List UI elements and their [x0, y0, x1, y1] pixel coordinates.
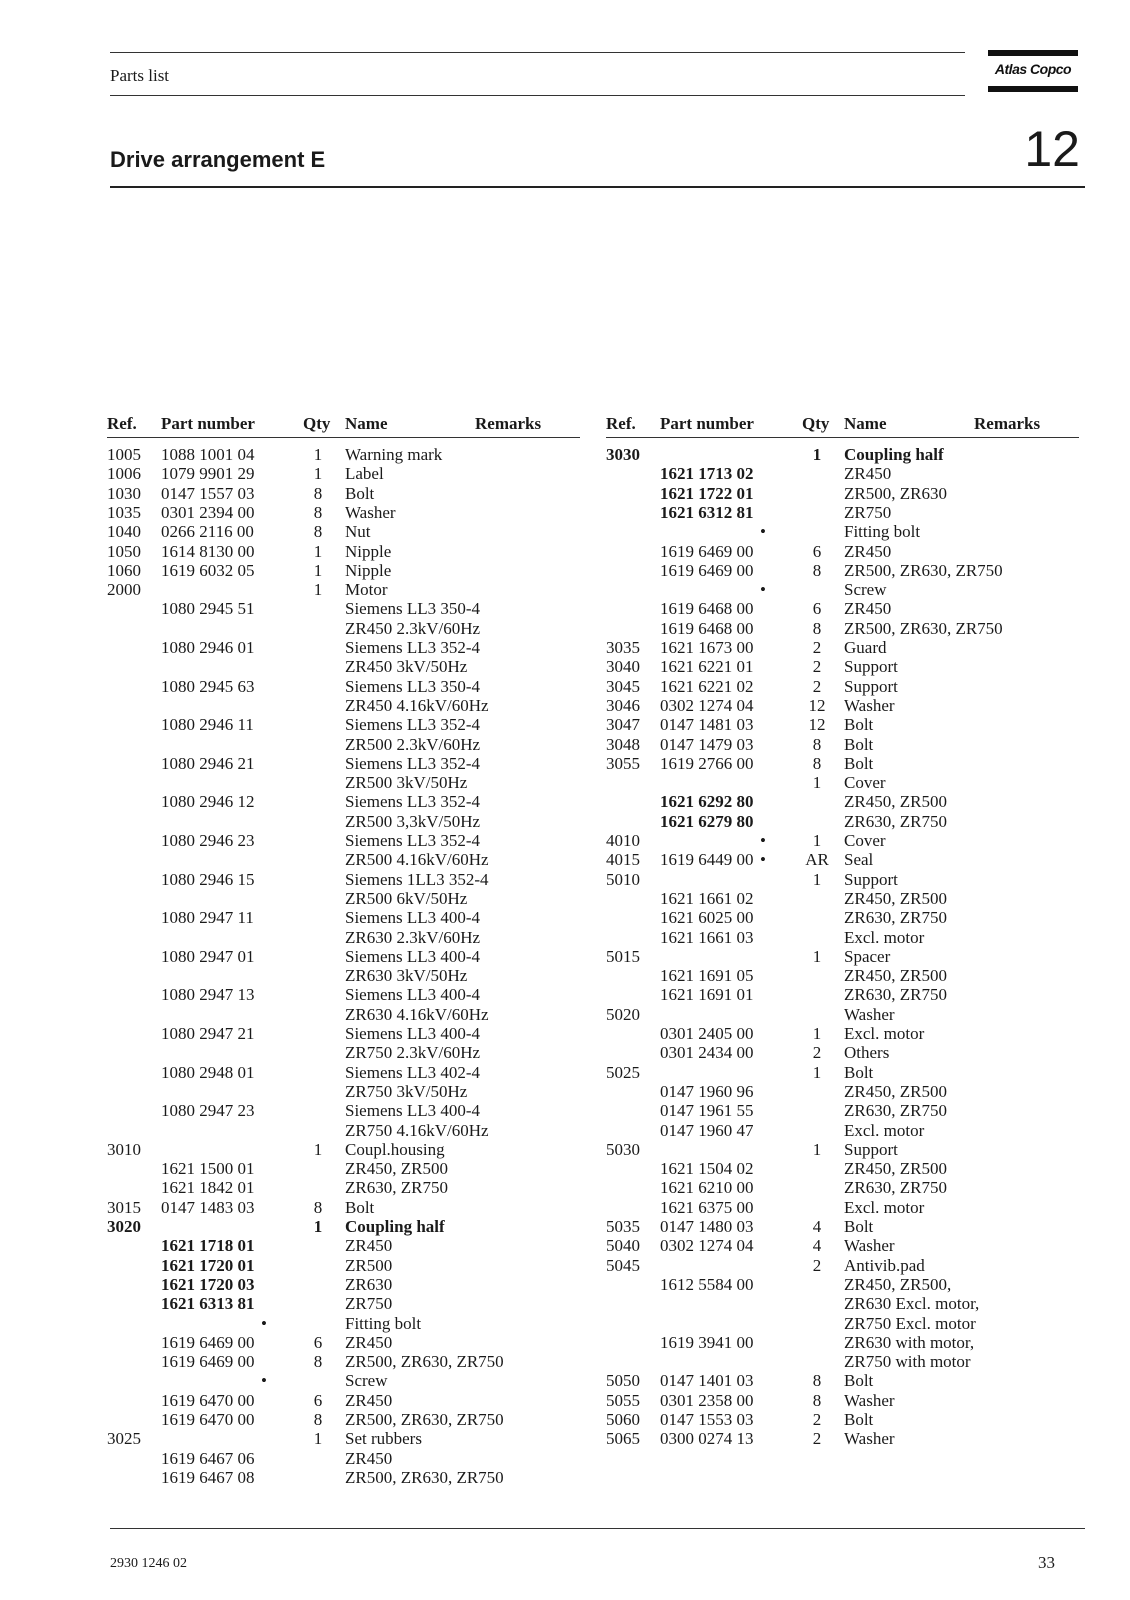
name-cell: ZR630, ZR750 — [844, 1101, 947, 1121]
part-number-cell: 1088 1001 04 — [161, 445, 255, 464]
part-number-cell: 0147 1961 55 — [660, 1101, 754, 1121]
qty-cell: 1 — [812, 831, 822, 850]
part-number-cell: 1621 1842 01 — [161, 1178, 255, 1198]
name-cell: Siemens LL3 400-4 — [345, 1101, 481, 1121]
name-cell: Bolt — [844, 1410, 874, 1429]
qty-cell: 1 — [812, 773, 822, 793]
name-cell: Excl. motor — [844, 1197, 925, 1217]
part-number-cell: 1619 6469 00 — [161, 1332, 255, 1352]
part-number-cell: 0266 2116 00 — [161, 522, 254, 542]
qty-cell: 1 — [812, 1062, 822, 1082]
name-cell: Bolt — [844, 1217, 874, 1236]
part-number-cell: 1621 1720 03 — [161, 1274, 255, 1294]
part-number-cell: 1080 2947 01 — [161, 946, 255, 966]
name-cell: ZR630, ZR750 — [844, 811, 947, 831]
name-cell: ZR450 — [844, 599, 892, 619]
part-number-cell: 0301 2394 00 — [161, 502, 255, 522]
qty-cell: 4 — [812, 1217, 822, 1236]
document-number: 2930 1246 02 — [110, 1556, 187, 1571]
bullet-marker: • — [760, 580, 766, 600]
footer-rule — [110, 1528, 1085, 1529]
part-number-cell: 0147 1960 96 — [660, 1081, 754, 1101]
name-cell: Siemens 1LL3 352-4 — [345, 869, 489, 889]
ref-cell: 3020 — [107, 1217, 141, 1236]
part-number-cell: 1621 6279 80 — [660, 811, 754, 831]
name-cell: ZR500, ZR630 — [844, 483, 947, 503]
part-number-cell: 1621 1661 02 — [660, 888, 754, 908]
name-cell: ZR500 3kV/50Hz — [345, 773, 468, 793]
qty-cell: 1 — [812, 445, 822, 464]
name-cell: ZR630, ZR750 — [844, 908, 947, 928]
qty-cell: 2 — [812, 676, 822, 696]
bullet-marker: • — [760, 850, 766, 870]
ref-cell: 1030 — [107, 483, 141, 503]
qty-cell: 2 — [812, 638, 822, 657]
qty-cell: 1 — [812, 1139, 822, 1159]
part-number-cell: 1619 6470 00 — [161, 1390, 255, 1410]
header-label: Parts list — [110, 66, 170, 85]
qty-cell: 8 — [313, 522, 323, 542]
qty-cell: 1 — [313, 1139, 323, 1159]
part-number-cell: 1621 6210 00 — [660, 1178, 754, 1198]
qty-cell: 8 — [313, 502, 323, 522]
name-cell: ZR630, ZR750 — [844, 1178, 947, 1198]
ref-cell: 5045 — [606, 1255, 640, 1275]
name-cell: Screw — [844, 580, 887, 600]
name-cell: Bolt — [844, 715, 874, 735]
table-header-rule — [606, 437, 1079, 438]
part-number-cell: 1614 8130 00 — [161, 541, 255, 561]
name-cell: Coupl.housing — [345, 1139, 445, 1159]
name-cell: Siemens LL3 400-4 — [345, 908, 481, 928]
name-cell: ZR630 3kV/50Hz — [345, 966, 468, 986]
ref-cell: 5010 — [606, 869, 640, 889]
name-cell: Excl. motor — [844, 927, 925, 947]
col-header-qty: Qty — [303, 414, 331, 433]
qty-cell: 12 — [808, 715, 826, 735]
name-cell: Support — [844, 1139, 898, 1159]
name-cell: ZR630 2.3kV/60Hz — [345, 927, 481, 947]
name-cell: Warning mark — [345, 445, 443, 464]
qty-cell: 12 — [808, 695, 826, 715]
qty-cell: 6 — [812, 541, 822, 561]
qty-cell: 2 — [812, 1410, 822, 1429]
name-cell: ZR630 with motor, — [844, 1332, 975, 1352]
name-cell: ZR450 — [345, 1390, 393, 1410]
name-cell: ZR750 Excl. motor — [844, 1313, 976, 1333]
name-cell: ZR450, ZR500 — [844, 792, 947, 812]
part-number-cell: 1080 2947 21 — [161, 1024, 255, 1043]
part-number-cell: 0301 2405 00 — [660, 1024, 754, 1043]
name-cell: Bolt — [844, 1371, 874, 1391]
ref-cell: 5040 — [606, 1236, 640, 1256]
qty-cell: 6 — [812, 599, 822, 619]
bullet-marker: • — [261, 1313, 267, 1333]
part-number-cell: 1621 1720 01 — [161, 1255, 255, 1275]
qty-cell: 2 — [812, 1043, 822, 1063]
name-cell: Washer — [844, 695, 895, 715]
name-cell: ZR750 — [844, 502, 892, 522]
name-cell: Excl. motor — [844, 1120, 925, 1140]
name-cell: Spacer — [844, 946, 891, 966]
name-cell: ZR500, ZR630, ZR750 — [345, 1467, 504, 1487]
name-cell: Siemens LL3 352-4 — [345, 638, 481, 657]
col-header-part-number: Part number — [660, 414, 754, 433]
name-cell: Siemens LL3 400-4 — [345, 1024, 481, 1043]
qty-cell: 8 — [313, 1410, 323, 1429]
name-cell: ZR450 — [844, 541, 892, 561]
ref-cell: 1050 — [107, 541, 141, 561]
part-number-cell: 1080 2946 15 — [161, 869, 255, 889]
part-number-cell: 0147 1481 03 — [660, 715, 754, 735]
name-cell: ZR500, ZR630, ZR750 — [345, 1410, 504, 1429]
name-cell: ZR500, ZR630, ZR750 — [844, 618, 1003, 638]
name-cell: Bolt — [844, 1062, 874, 1082]
name-cell: ZR750 with motor — [844, 1352, 971, 1372]
qty-cell: 2 — [812, 657, 822, 677]
name-cell: Washer — [844, 1236, 895, 1256]
table-header-rule — [107, 437, 580, 438]
ref-cell: 3025 — [107, 1429, 141, 1449]
part-number-cell: 1619 6469 00 — [660, 541, 754, 561]
col-header-name: Name — [345, 414, 388, 433]
ref-cell: 3040 — [606, 657, 640, 677]
qty-cell: 8 — [812, 753, 822, 773]
page-number: 33 — [1038, 1553, 1055, 1572]
col-header-name: Name — [844, 414, 887, 433]
name-cell: Support — [844, 869, 898, 889]
col-header-qty: Qty — [802, 414, 830, 433]
name-cell: ZR450 — [345, 1332, 393, 1352]
ref-cell: 3045 — [606, 676, 640, 696]
name-cell: ZR450, ZR500 — [844, 1159, 947, 1179]
ref-cell: 2000 — [107, 580, 141, 600]
name-cell: Support — [844, 676, 898, 696]
ref-cell: 5065 — [606, 1429, 640, 1449]
header-top-rule — [110, 52, 965, 53]
qty-cell: 6 — [313, 1390, 323, 1410]
name-cell: ZR450, ZR500 — [844, 966, 947, 986]
name-cell: Siemens LL3 402-4 — [345, 1062, 481, 1082]
part-number-cell: 1080 2945 63 — [161, 676, 255, 696]
ref-cell: 1060 — [107, 560, 141, 580]
ref-cell: 5025 — [606, 1062, 640, 1082]
ref-cell: 3010 — [107, 1139, 141, 1159]
ref-cell: 5060 — [606, 1410, 640, 1429]
name-cell: ZR450 — [844, 464, 892, 484]
ref-cell: 4010 — [606, 831, 640, 850]
col-header-remarks: Remarks — [475, 414, 542, 433]
name-cell: ZR630, ZR750 — [844, 985, 947, 1005]
part-number-cell: 1619 6467 08 — [161, 1467, 255, 1487]
qty-cell: 2 — [812, 1255, 822, 1275]
qty-cell: 8 — [812, 560, 822, 580]
qty-cell: 1 — [313, 445, 323, 464]
name-cell: ZR450 3kV/50Hz — [345, 657, 468, 677]
part-number-cell: 0301 2358 00 — [660, 1390, 754, 1410]
name-cell: ZR450 — [345, 1236, 393, 1256]
ref-cell: 3035 — [606, 638, 640, 657]
part-number-cell: 1619 6468 00 — [660, 599, 754, 619]
part-number-cell: 1621 6221 01 — [660, 657, 754, 677]
name-cell: ZR450, ZR500 — [844, 1081, 947, 1101]
chapter-number: 12 — [1024, 121, 1080, 177]
part-number-cell: 1619 6470 00 — [161, 1410, 255, 1429]
qty-cell: 1 — [313, 1429, 323, 1449]
name-cell: ZR450 — [345, 1448, 393, 1468]
part-number-cell: 1080 2946 11 — [161, 715, 254, 735]
page-title: Drive arrangement E — [110, 147, 326, 172]
name-cell: Siemens LL3 400-4 — [345, 946, 481, 966]
part-number-cell: 1621 6221 02 — [660, 676, 754, 696]
part-number-cell: 1621 6313 81 — [161, 1294, 255, 1314]
part-number-cell: 1619 6449 00 — [660, 850, 754, 870]
part-number-cell: 1080 2945 51 — [161, 599, 255, 619]
part-number-cell: 1619 3941 00 — [660, 1332, 754, 1352]
part-number-cell: 1080 2946 23 — [161, 831, 255, 850]
part-number-cell: 1080 2947 23 — [161, 1101, 255, 1121]
name-cell: Coupling half — [844, 445, 944, 464]
bullet-marker: • — [760, 522, 766, 542]
name-cell: Cover — [844, 773, 886, 793]
ref-cell: 3030 — [606, 445, 640, 464]
name-cell: Siemens LL3 352-4 — [345, 753, 481, 773]
part-number-cell: 1621 1722 01 — [660, 483, 754, 503]
part-number-cell: 1621 1691 05 — [660, 966, 754, 986]
qty-cell: 1 — [313, 464, 323, 484]
title-rule — [110, 186, 1085, 188]
atlas-copco-logo — [988, 50, 1078, 94]
name-cell: Siemens LL3 352-4 — [345, 831, 481, 850]
bullet-marker: • — [261, 1371, 267, 1391]
name-cell: ZR450 4.16kV/60Hz — [345, 695, 489, 715]
part-number-cell: 1621 6025 00 — [660, 908, 754, 928]
part-number-cell: 1621 1673 00 — [660, 638, 754, 657]
name-cell: ZR500 6kV/50Hz — [345, 888, 468, 908]
part-number-cell: 1080 2948 01 — [161, 1062, 255, 1082]
name-cell: Fitting bolt — [844, 522, 921, 542]
qty-cell: 1 — [313, 541, 323, 561]
name-cell: Siemens LL3 352-4 — [345, 792, 481, 812]
ref-cell: 5020 — [606, 1004, 640, 1024]
col-header-remarks: Remarks — [974, 414, 1041, 433]
name-cell: ZR450, ZR500, — [844, 1274, 952, 1294]
name-cell: ZR630, ZR750 — [345, 1178, 448, 1198]
name-cell: Excl. motor — [844, 1024, 925, 1043]
ref-cell: 5050 — [606, 1371, 640, 1391]
qty-cell: 6 — [313, 1332, 323, 1352]
part-number-cell: 1621 1661 03 — [660, 927, 754, 947]
name-cell: Nipple — [345, 560, 392, 580]
part-number-cell: 1621 1691 01 — [660, 985, 754, 1005]
name-cell: ZR500 4.16kV/60Hz — [345, 850, 489, 870]
name-cell: Label — [345, 464, 384, 484]
name-cell: Washer — [844, 1004, 895, 1024]
part-number-cell: 1621 1500 01 — [161, 1159, 255, 1179]
ref-cell: 1006 — [107, 464, 141, 484]
part-number-cell: 0147 1483 03 — [161, 1197, 255, 1217]
bullet-marker: • — [760, 831, 766, 850]
name-cell: Seal — [844, 850, 874, 870]
part-number-cell: 1619 2766 00 — [660, 753, 754, 773]
qty-cell: 1 — [313, 580, 323, 600]
name-cell: ZR500, ZR630, ZR750 — [345, 1352, 504, 1372]
name-cell: ZR500 3,3kV/50Hz — [345, 811, 481, 831]
name-cell: ZR750 4.16kV/60Hz — [345, 1120, 489, 1140]
name-cell: Fitting bolt — [345, 1313, 422, 1333]
part-number-cell: 0147 1960 47 — [660, 1120, 754, 1140]
part-number-cell: 0147 1553 03 — [660, 1410, 754, 1429]
name-cell: Nut — [345, 522, 371, 542]
ref-cell: 5015 — [606, 946, 640, 966]
part-number-cell: 1080 2947 13 — [161, 985, 255, 1005]
name-cell: Guard — [844, 638, 887, 657]
part-number-cell: 1080 2946 21 — [161, 753, 255, 773]
qty-cell: 8 — [812, 1390, 822, 1410]
name-cell: Washer — [844, 1390, 895, 1410]
name-cell: ZR500 — [345, 1255, 393, 1275]
col-header-part-number: Part number — [161, 414, 255, 433]
part-number-cell: 0147 1557 03 — [161, 483, 255, 503]
name-cell: Cover — [844, 831, 886, 850]
ref-cell: 3055 — [606, 753, 640, 773]
qty-cell: 4 — [812, 1236, 822, 1256]
ref-cell: 5030 — [606, 1139, 640, 1159]
ref-cell: 4015 — [606, 850, 640, 870]
col-header-ref: Ref. — [606, 414, 636, 433]
name-cell: Motor — [345, 580, 388, 600]
ref-cell: 1035 — [107, 502, 141, 522]
qty-cell: 1 — [812, 869, 822, 889]
part-number-cell: 0301 2434 00 — [660, 1043, 754, 1063]
name-cell: ZR500 2.3kV/60Hz — [345, 734, 481, 754]
name-cell: Siemens LL3 400-4 — [345, 985, 481, 1005]
name-cell: ZR630 Excl. motor, — [844, 1294, 980, 1314]
qty-cell: AR — [805, 850, 829, 870]
part-number-cell: 1621 1504 02 — [660, 1159, 754, 1179]
name-cell: ZR630 4.16kV/60Hz — [345, 1004, 489, 1024]
name-cell: Bolt — [345, 1197, 375, 1217]
ref-cell: 5035 — [606, 1217, 640, 1236]
part-number-cell: 1079 9901 29 — [161, 464, 255, 484]
name-cell: Screw — [345, 1371, 388, 1391]
name-cell: ZR630 — [345, 1274, 393, 1294]
ref-cell: 1005 — [107, 445, 141, 464]
logo-text: Atlas Copco — [994, 61, 1072, 77]
name-cell: ZR450, ZR500 — [345, 1159, 448, 1179]
part-number-cell: 0302 1274 04 — [660, 695, 754, 715]
name-cell: Others — [844, 1043, 890, 1063]
qty-cell: 8 — [812, 734, 822, 754]
ref-cell: 3015 — [107, 1197, 141, 1217]
name-cell: ZR750 2.3kV/60Hz — [345, 1043, 481, 1063]
part-number-cell: 1621 6375 00 — [660, 1197, 754, 1217]
part-number-cell: 1619 6032 05 — [161, 560, 255, 580]
name-cell: ZR750 — [345, 1294, 393, 1314]
name-cell: Siemens LL3 350-4 — [345, 599, 481, 619]
part-number-cell: 0147 1479 03 — [660, 734, 754, 754]
part-number-cell: 0300 0274 13 — [660, 1429, 754, 1449]
name-cell: Siemens LL3 352-4 — [345, 715, 481, 735]
qty-cell: 1 — [313, 560, 323, 580]
part-number-cell: 1080 2947 11 — [161, 908, 254, 928]
qty-cell: 1 — [812, 946, 822, 966]
qty-cell: 8 — [812, 1371, 822, 1391]
qty-cell: 8 — [313, 1197, 323, 1217]
qty-cell: 1 — [313, 1217, 323, 1236]
col-header-ref: Ref. — [107, 414, 137, 433]
name-cell: Siemens LL3 350-4 — [345, 676, 481, 696]
part-number-cell: 0147 1401 03 — [660, 1371, 754, 1391]
qty-cell: 8 — [313, 483, 323, 503]
qty-cell: 8 — [812, 618, 822, 638]
part-number-cell: 1621 6312 81 — [660, 502, 754, 522]
name-cell: Washer — [345, 502, 396, 522]
part-number-cell: 0147 1480 03 — [660, 1217, 754, 1236]
part-number-cell: 1080 2946 01 — [161, 638, 255, 657]
name-cell: Support — [844, 657, 898, 677]
qty-cell: 8 — [313, 1352, 323, 1372]
name-cell: Nipple — [345, 541, 392, 561]
part-number-cell: 0302 1274 04 — [660, 1236, 754, 1256]
name-cell: Set rubbers — [345, 1429, 422, 1449]
part-number-cell: 1619 6469 00 — [161, 1352, 255, 1372]
qty-cell: 2 — [812, 1429, 822, 1449]
name-cell: ZR500, ZR630, ZR750 — [844, 560, 1003, 580]
name-cell: Coupling half — [345, 1217, 445, 1236]
ref-cell: 3048 — [606, 734, 640, 754]
name-cell: ZR450 2.3kV/60Hz — [345, 618, 481, 638]
ref-cell: 5055 — [606, 1390, 640, 1410]
ref-cell: 3046 — [606, 695, 640, 715]
name-cell: Bolt — [844, 734, 874, 754]
name-cell: Antivib.pad — [844, 1255, 925, 1275]
qty-cell: 1 — [812, 1024, 822, 1043]
part-number-cell: 1621 1713 02 — [660, 464, 754, 484]
ref-cell: 1040 — [107, 522, 141, 542]
name-cell: ZR750 3kV/50Hz — [345, 1081, 468, 1101]
name-cell: ZR450, ZR500 — [844, 888, 947, 908]
part-number-cell: 1619 6467 06 — [161, 1448, 255, 1468]
part-number-cell: 1621 6292 80 — [660, 792, 754, 812]
part-number-cell: 1612 5584 00 — [660, 1274, 754, 1294]
name-cell: Bolt — [345, 483, 375, 503]
name-cell: Washer — [844, 1429, 895, 1449]
name-cell: Bolt — [844, 753, 874, 773]
header-bottom-rule — [110, 95, 965, 96]
part-number-cell: 1619 6468 00 — [660, 618, 754, 638]
part-number-cell: 1619 6469 00 — [660, 560, 754, 580]
ref-cell: 3047 — [606, 715, 640, 735]
part-number-cell: 1080 2946 12 — [161, 792, 255, 812]
part-number-cell: 1621 1718 01 — [161, 1236, 255, 1256]
